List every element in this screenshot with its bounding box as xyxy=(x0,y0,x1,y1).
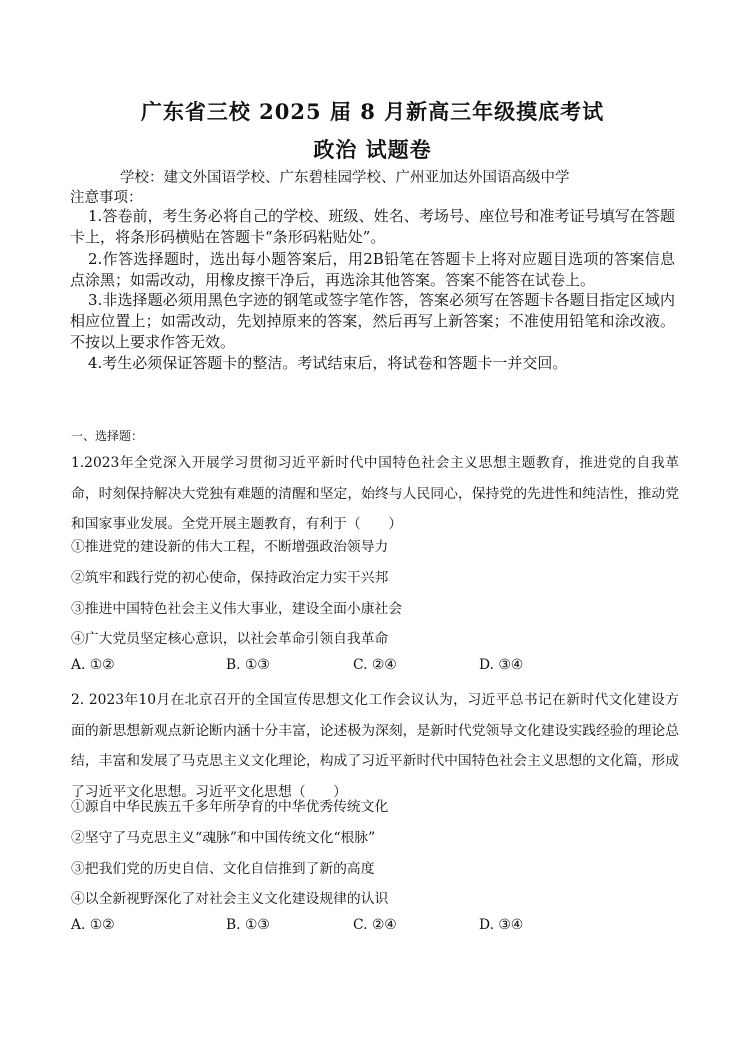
notice-item-4: 4.考生必须保证答题卡的整洁。考试结束后，将试卷和答题卡一并交回。 xyxy=(88,354,568,372)
question-1-answer-c: C. ②④ xyxy=(353,657,397,673)
question-1-option-4: ④广大党员坚定核心意识，以社会革命引领自我革命 xyxy=(71,631,389,647)
question-1-stem: 1.2023年全党深入开展学习贯彻习近平新时代中国特色社会主义思想主题教育，推进党的自我革命，时刻保持解决大党独有难题的清醒和坚定，始终与人民同心，保持党的先进性和纯洁性，推动党和国家事业发展。全党开展主题教育，有利于（ ） xyxy=(71,455,679,532)
notice-item-2: 2.作答选择题时，选出每小题答案后，用2B铅笔在答题卡上将对应题目选项的答案信息点涂黑；如需改动，用橡皮擦干净后，再选涂其他答案。答案不能答在试卷上。 xyxy=(70,250,675,289)
question-1-answer-a: A. ①② xyxy=(71,657,115,673)
question-1-option-2: ②筑牢和践行党的初心使命，保持政治定力实干兴邦 xyxy=(71,570,389,586)
question-1-option-1: ①推进党的建设新的伟大工程，不断增强政治领导力 xyxy=(71,539,389,555)
notice-heading: 注意事项： xyxy=(70,190,143,206)
question-2-option-1: ①源自中华民族五千多年所孕育的中华优秀传统文化 xyxy=(71,799,389,815)
question-2-answer-a: A. ①② xyxy=(71,917,115,933)
question-1-answer-d: D. ③④ xyxy=(479,657,524,673)
question-2-option-2: ②坚守了马克思主义“魂脉”和中国传统文化“根脉” xyxy=(71,830,376,846)
notice-item-1: 1.答卷前，考生务必将自己的学校、班级、姓名、考场号、座位号和准考证号填写在答题卡上，将条形码横贴在答题卡“条形码粘贴处”。 xyxy=(70,207,675,246)
schools-line: 学校：建文外国语学校、广东碧桂园学校、广州亚加达外国语高级中学 xyxy=(120,170,570,186)
question-2-answer-b: B. ①③ xyxy=(226,917,270,933)
notice-item-3: 3.非选择题必须用黑色字迹的钢笔或签字笔作答，答案必须写在答题卡各题目指定区域内相应位置上；如需改动，先划掉原来的答案，然后再写上新答案；不准使用铅笔和涂改液。不按以上要求作答无效。 xyxy=(70,291,675,351)
question-2-answer-c: C. ②④ xyxy=(353,917,397,933)
question-1-answer-b: B. ①③ xyxy=(226,657,270,673)
question-2-stem: 2. 2023年10月在北京召开的全国宣传思想文化工作会议认为，习近平总书记在新时代文化建设方面的新思想新观点新论断内涵十分丰富，论述极为深刻，是新时代党领导文化建设实践经验的理论总结，丰富和发展了马克思主义文化理论，构成了习近平新时代中国特色社会主义思想的文化篇，形成了习近平文化思想。习近平文化思想（ ） xyxy=(71,692,679,800)
exam-title: 广东省三校 2025 届 8 月新高三年级摸底考试 xyxy=(140,99,605,124)
question-2-option-4: ④以全新视野深化了对社会主义文化建设规律的认识 xyxy=(71,891,389,907)
question-2-answer-d: D. ③④ xyxy=(479,917,524,933)
exam-subtitle: 政治 试题卷 xyxy=(313,137,432,162)
section-heading: 一、选择题： xyxy=(71,429,144,443)
question-2-option-3: ③把我们党的历史自信、文化自信推到了新的高度 xyxy=(71,861,375,877)
question-1-option-3: ③推进中国特色社会主义伟大事业，建设全面小康社会 xyxy=(71,601,403,617)
